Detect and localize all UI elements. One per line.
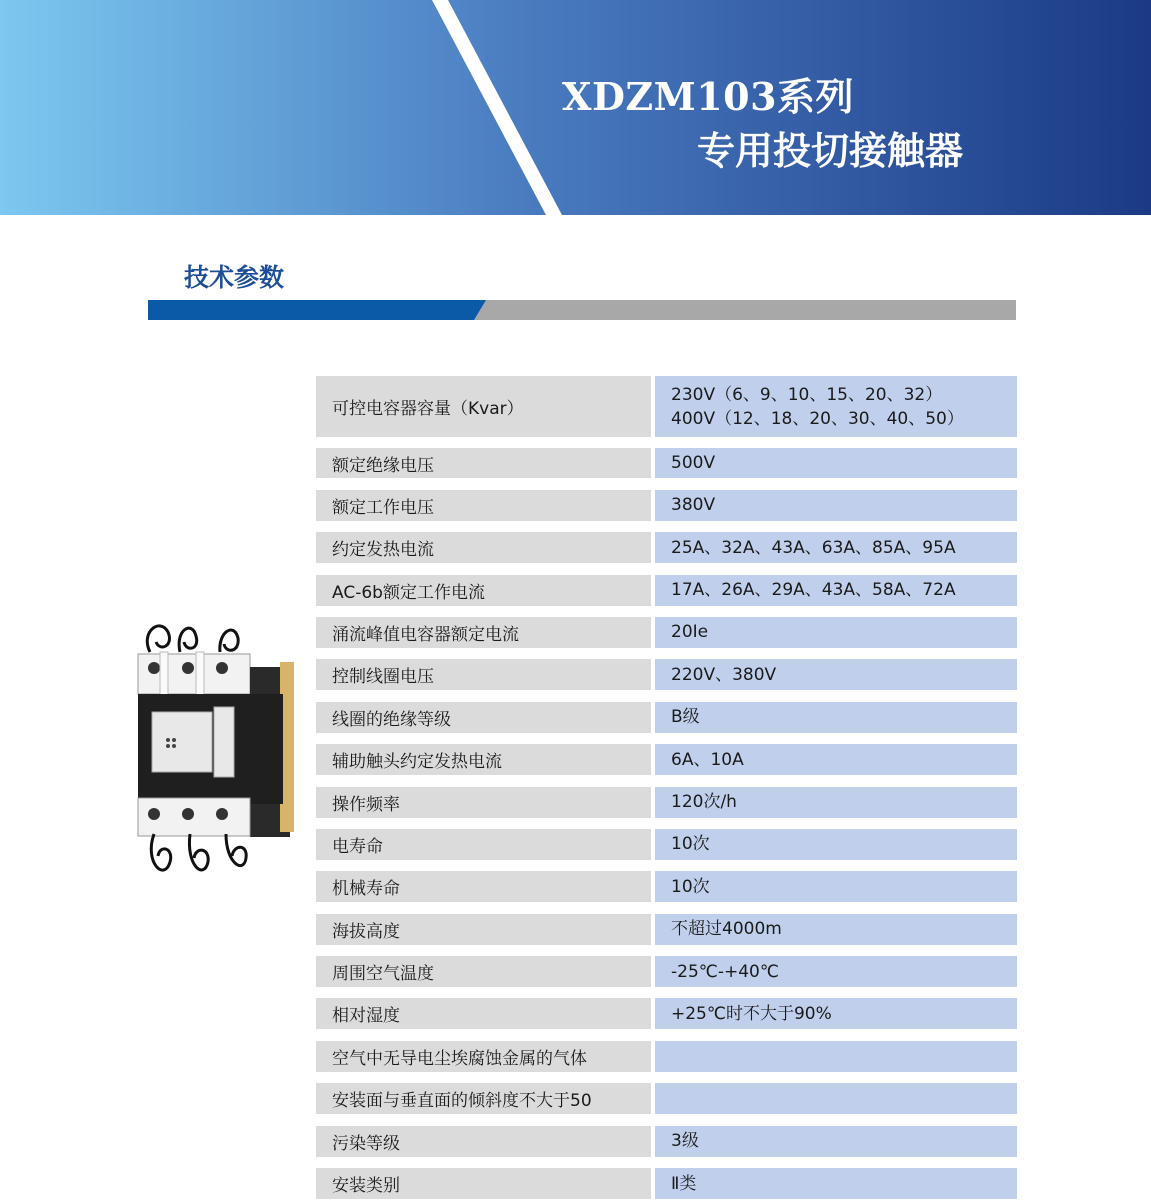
param-label: 可控电容器容量（Kvar） xyxy=(316,376,651,437)
param-value-line: 500V xyxy=(671,453,716,474)
table-row xyxy=(316,376,1017,437)
param-value xyxy=(655,1126,1017,1157)
page-title-line1: XDZM103系列 xyxy=(562,74,855,119)
param-value xyxy=(655,914,1017,945)
param-value-line: Ⅱ类 xyxy=(671,1173,697,1194)
param-value-line: 3级 xyxy=(671,1131,699,1152)
table-row xyxy=(316,998,1017,1029)
param-value xyxy=(655,575,1017,606)
param-label: 安装面与垂直面的倾斜度不大于50 xyxy=(316,1083,651,1114)
param-value-line: 20Ie xyxy=(671,622,709,643)
param-label: 安装类别 xyxy=(316,1168,651,1199)
param-value-line: 25A、32A、43A、63A、85A、95A xyxy=(671,537,956,558)
page-title-line2: 专用投切接触器 xyxy=(697,128,964,173)
table-row xyxy=(316,702,1017,733)
param-label: 额定工作电压 xyxy=(316,490,651,521)
param-label: 海拔高度 xyxy=(316,914,651,945)
param-value xyxy=(655,829,1017,860)
param-label: 约定发热电流 xyxy=(316,532,651,563)
param-value xyxy=(655,787,1017,818)
param-label: 周围空气温度 xyxy=(316,956,651,987)
param-value-line: 120次/h xyxy=(671,792,737,813)
table-row xyxy=(316,787,1017,818)
param-value-line: 17A、26A、29A、43A、58A、72A xyxy=(671,580,956,601)
param-label: AC-6b额定工作电流 xyxy=(316,575,651,606)
param-value xyxy=(655,376,1017,437)
param-label: 污染等级 xyxy=(316,1126,651,1157)
param-value-line: 400V（12、18、20、30、40、50） xyxy=(671,408,964,429)
param-value-line: 230V（6、9、10、15、20、32） xyxy=(671,384,943,405)
param-value xyxy=(655,744,1017,775)
table-row xyxy=(316,871,1017,902)
param-value xyxy=(655,1168,1017,1199)
table-row xyxy=(316,490,1017,521)
param-label: 额定绝缘电压 xyxy=(316,448,651,478)
param-label: 机械寿命 xyxy=(316,871,651,902)
param-value xyxy=(655,617,1017,648)
param-value xyxy=(655,448,1017,478)
param-value-line: 10次 xyxy=(671,876,710,897)
param-value-line: 10次 xyxy=(671,834,710,855)
param-value-line: B级 xyxy=(671,707,700,728)
param-value xyxy=(655,1041,1017,1072)
param-value-line: 380V xyxy=(671,495,716,516)
param-value-line: 6A、10A xyxy=(671,749,744,770)
section-divider xyxy=(148,300,1016,320)
contactor-product-photo xyxy=(130,612,300,892)
param-label: 空气中无导电尘埃腐蚀金属的气体 xyxy=(316,1041,651,1072)
table-row xyxy=(316,956,1017,987)
table-row xyxy=(316,448,1017,478)
param-label: 操作频率 xyxy=(316,787,651,818)
param-value xyxy=(655,956,1017,987)
param-value-line: 不超过4000m xyxy=(671,919,782,940)
param-label: 线圈的绝缘等级 xyxy=(316,702,651,733)
param-value-line: 220V、380V xyxy=(671,664,777,685)
table-row xyxy=(316,1168,1017,1199)
param-label: 电寿命 xyxy=(316,829,651,860)
param-label: 控制线圈电压 xyxy=(316,659,651,690)
param-value xyxy=(655,871,1017,902)
table-row xyxy=(316,829,1017,860)
param-label: 相对湿度 xyxy=(316,998,651,1029)
table-row xyxy=(316,575,1017,606)
param-value xyxy=(655,998,1017,1029)
table-row xyxy=(316,744,1017,775)
param-label: 涌流峰值电容器额定电流 xyxy=(316,617,651,648)
table-row xyxy=(316,1126,1017,1157)
param-value-line: +25℃时不大于90% xyxy=(671,1003,832,1024)
table-row xyxy=(316,659,1017,690)
parameters-table xyxy=(316,376,1017,1199)
param-value xyxy=(655,532,1017,563)
param-value xyxy=(655,490,1017,521)
table-row xyxy=(316,617,1017,648)
param-label: 辅助触头约定发热电流 xyxy=(316,744,651,775)
table-row xyxy=(316,914,1017,945)
section-title: 技术参数 xyxy=(184,263,285,292)
param-value xyxy=(655,1083,1017,1114)
table-row xyxy=(316,1041,1017,1072)
param-value-line: -25℃-+40℃ xyxy=(671,961,779,982)
table-row xyxy=(316,1083,1017,1114)
param-value xyxy=(655,702,1017,733)
table-row xyxy=(316,532,1017,563)
param-value xyxy=(655,659,1017,690)
